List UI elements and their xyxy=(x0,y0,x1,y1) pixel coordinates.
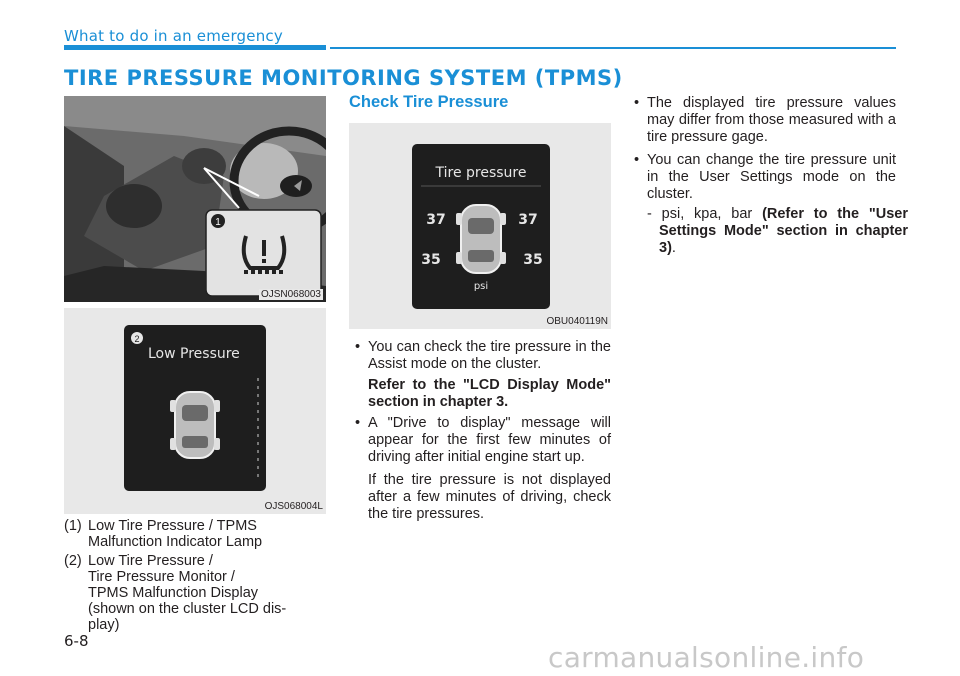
air-vent-icon xyxy=(106,184,162,228)
caption-line: (shown on the cluster LCD dis- xyxy=(88,601,287,617)
figure-code: OJSN068003 xyxy=(260,289,321,300)
bullet-mark: • xyxy=(355,415,361,431)
unit-options: - psi, kpa, bar xyxy=(647,206,763,222)
bullet-mark: • xyxy=(355,339,361,355)
caption-line: TPMS Malfunction Display xyxy=(88,585,259,601)
tire-pressure-lcd-figure xyxy=(349,123,611,329)
section-header: What to do in an emergency xyxy=(64,27,283,45)
ref-section-name: User Settings Mode xyxy=(659,206,908,239)
caption-line: Malfunction Indicator Lamp xyxy=(88,534,263,550)
caption-number: (1) xyxy=(64,518,82,534)
car-top-view-icon xyxy=(170,392,220,458)
ref-text: " section in chapter 3) xyxy=(659,223,908,256)
bullet-assist-mode xyxy=(355,339,611,373)
page-title: TIRE PRESSURE MONITORING SYSTEM (TPMS) xyxy=(64,66,623,90)
low-pressure-lcd-figure xyxy=(64,308,326,514)
bullet-mark: • xyxy=(634,95,640,111)
ref-text: (Refer to the " xyxy=(762,206,876,222)
unit-options-note xyxy=(647,206,908,257)
front-right-pressure: 37 xyxy=(518,212,538,228)
rear-left-pressure: 35 xyxy=(421,252,441,268)
caption-line: Low Tire Pressure / xyxy=(88,553,213,569)
bullet-text: You can check the tire pressure in the Assist mode on the cluster. xyxy=(368,339,611,372)
check-tire-pressure-heading: Check Tire Pressure xyxy=(349,93,509,111)
tire-pressure-screen-title: Tire pressure xyxy=(435,165,527,181)
pressure-unit: psi xyxy=(473,281,489,292)
caption-2 xyxy=(64,553,326,633)
fig1-marker: 1 xyxy=(215,217,221,228)
caption-line: play) xyxy=(88,617,120,633)
tire-pressure-not-displayed-note: If the tire pressure is not displayed after a few minutes of driving, check the tire pressures. xyxy=(368,472,611,522)
front-left-pressure: 37 xyxy=(426,212,446,228)
header-rule-thin xyxy=(330,47,896,49)
figure-code: OBU040119N xyxy=(546,316,608,327)
dashboard-illustration xyxy=(64,96,326,302)
caption-line: Tire Pressure Monitor / xyxy=(88,569,235,585)
bullet-mark: • xyxy=(634,152,640,168)
low-pressure-title: Low Pressure xyxy=(148,346,240,362)
lcd-display-mode-reference xyxy=(368,377,611,411)
caption-1 xyxy=(64,518,326,552)
header-rule-thick xyxy=(64,45,326,50)
rear-right-pressure: 35 xyxy=(523,252,543,268)
low-pressure-display xyxy=(64,308,326,514)
bullet-displayed-values xyxy=(634,95,896,146)
dashboard-photo-figure xyxy=(64,96,326,302)
watermark: carmanualsonline.info xyxy=(548,641,865,674)
bullet-change-unit xyxy=(634,152,896,203)
bullet-text: The displayed tire pressure values may differ from those measured with a tire pressure gage. xyxy=(647,95,896,145)
figure-code: OJS068004L xyxy=(264,501,323,512)
ref-text: " section in chapter 3. xyxy=(368,377,612,410)
period: . xyxy=(671,240,676,256)
page-number: 6-8 xyxy=(64,632,89,650)
caption-line: Low Tire Pressure / TPMS xyxy=(88,518,257,534)
fig2-marker: 2 xyxy=(134,334,140,344)
ref-text: Refer to the " xyxy=(368,377,470,393)
bullet-drive-to-display xyxy=(355,415,611,466)
bullet-text: A "Drive to display" message will appear for the first few minutes of driving after initial engine start up. xyxy=(368,415,611,465)
caption-number: (2) xyxy=(64,553,82,569)
bullet-text: You can change the tire pressure unit in the User Settings mode on the cluster. xyxy=(647,152,896,202)
tire-pressure-display xyxy=(349,123,611,329)
ref-section-name: LCD Display Mode xyxy=(469,377,605,393)
car-top-view-icon xyxy=(456,205,506,273)
